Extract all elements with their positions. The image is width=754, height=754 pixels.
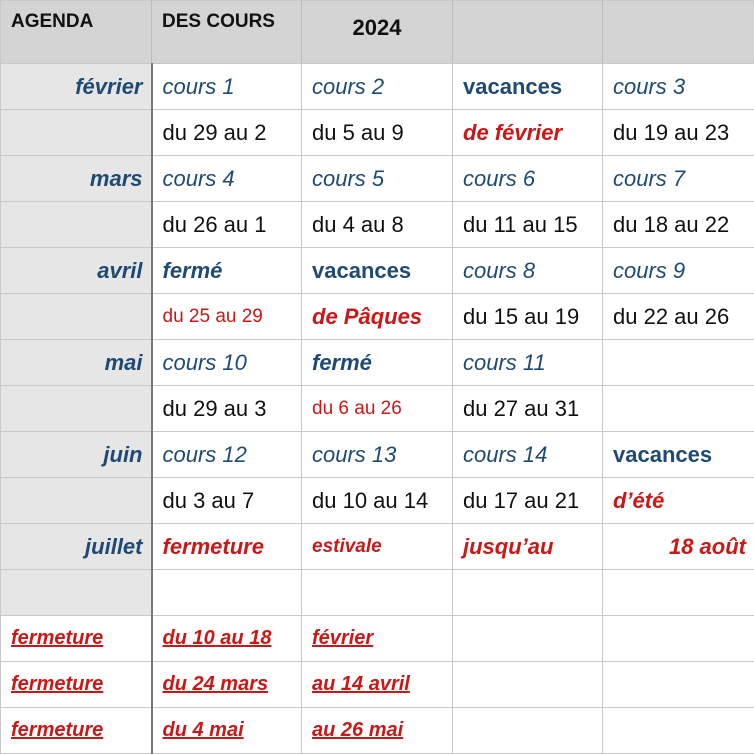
closure-label: fermeture bbox=[1, 708, 152, 754]
closure-from: du 4 mai bbox=[152, 708, 302, 754]
table-cell bbox=[603, 386, 754, 432]
closure-from: du 10 au 18 bbox=[152, 616, 302, 662]
table-cell bbox=[603, 570, 754, 616]
table-cell: du 6 au 26 bbox=[302, 386, 453, 432]
month-label: juillet bbox=[1, 524, 152, 570]
table-cell: 18 août bbox=[603, 524, 754, 570]
table-cell: du 4 au 8 bbox=[302, 202, 453, 248]
month-label bbox=[1, 202, 152, 248]
table-cell: du 29 au 2 bbox=[152, 110, 302, 156]
table-cell: cours 6 bbox=[453, 156, 603, 202]
month-label: mai bbox=[1, 340, 152, 386]
closure-to: au 14 avril bbox=[302, 662, 453, 708]
month-label: février bbox=[1, 64, 152, 110]
table-cell: du 18 au 22 bbox=[603, 202, 754, 248]
table-cell bbox=[453, 662, 603, 708]
table-cell: vacances bbox=[302, 248, 453, 294]
header-row bbox=[1, 1, 754, 64]
month-label bbox=[1, 110, 152, 156]
table-cell: cours 12 bbox=[152, 432, 302, 478]
table-cell: du 10 au 14 bbox=[302, 478, 453, 524]
closure-to: février bbox=[302, 616, 453, 662]
table-cell bbox=[603, 616, 754, 662]
closure-label: fermeture bbox=[1, 662, 152, 708]
table-cell: cours 1 bbox=[152, 64, 302, 110]
table-row bbox=[1, 294, 754, 340]
table-cell: du 5 au 9 bbox=[302, 110, 453, 156]
closure-label: fermeture bbox=[1, 616, 152, 662]
table-cell bbox=[603, 662, 754, 708]
table-cell: cours 13 bbox=[302, 432, 453, 478]
table-cell: du 19 au 23 bbox=[603, 110, 754, 156]
table-cell: du 29 au 3 bbox=[152, 386, 302, 432]
table-cell bbox=[302, 570, 453, 616]
table-cell: fermé bbox=[152, 248, 302, 294]
table-cell: cours 5 bbox=[302, 156, 453, 202]
month-label bbox=[1, 386, 152, 432]
table-cell: de Pâques bbox=[302, 294, 453, 340]
table-row bbox=[1, 64, 754, 110]
table-cell: cours 3 bbox=[603, 64, 754, 110]
header-cell-year: 2024 bbox=[302, 1, 453, 64]
table-cell: cours 11 bbox=[453, 340, 603, 386]
table-cell: de février bbox=[453, 110, 603, 156]
header-cell-des-cours: DES COURS bbox=[152, 1, 302, 64]
table-cell bbox=[453, 616, 603, 662]
month-label bbox=[1, 570, 152, 616]
table-row bbox=[1, 386, 754, 432]
table-cell: du 22 au 26 bbox=[603, 294, 754, 340]
table-cell bbox=[603, 708, 754, 754]
table-row bbox=[1, 432, 754, 478]
table-cell: du 11 au 15 bbox=[453, 202, 603, 248]
table-cell bbox=[453, 708, 603, 754]
closure-row bbox=[1, 708, 754, 754]
table-cell: jusqu’au bbox=[453, 524, 603, 570]
table-cell: du 17 au 21 bbox=[453, 478, 603, 524]
table-cell: du 25 au 29 bbox=[152, 294, 302, 340]
table-cell: cours 10 bbox=[152, 340, 302, 386]
table-row bbox=[1, 340, 754, 386]
table-cell: cours 7 bbox=[603, 156, 754, 202]
closure-to: au 26 mai bbox=[302, 708, 453, 754]
table-cell: cours 8 bbox=[453, 248, 603, 294]
header-cell-agenda: AGENDA bbox=[1, 1, 152, 64]
month-label: avril bbox=[1, 248, 152, 294]
table-cell: du 27 au 31 bbox=[453, 386, 603, 432]
table-cell: cours 4 bbox=[152, 156, 302, 202]
table-row bbox=[1, 248, 754, 294]
table-cell: cours 2 bbox=[302, 64, 453, 110]
table-cell: cours 14 bbox=[453, 432, 603, 478]
table-row bbox=[1, 478, 754, 524]
table-cell: fermeture bbox=[152, 524, 302, 570]
table-cell: vacances bbox=[603, 432, 754, 478]
closure-row bbox=[1, 616, 754, 662]
closure-from: du 24 mars bbox=[152, 662, 302, 708]
table-cell bbox=[152, 570, 302, 616]
header-cell-empty bbox=[453, 1, 603, 64]
table-cell: d’été bbox=[603, 478, 754, 524]
table-cell: du 26 au 1 bbox=[152, 202, 302, 248]
month-label bbox=[1, 478, 152, 524]
closure-row bbox=[1, 662, 754, 708]
table-cell: fermé bbox=[302, 340, 453, 386]
month-label bbox=[1, 294, 152, 340]
month-label: juin bbox=[1, 432, 152, 478]
header-cell-empty bbox=[603, 1, 754, 64]
table-row bbox=[1, 524, 754, 570]
month-label: mars bbox=[1, 156, 152, 202]
table-cell: cours 9 bbox=[603, 248, 754, 294]
table-cell: du 3 au 7 bbox=[152, 478, 302, 524]
table-row bbox=[1, 570, 754, 616]
table-row bbox=[1, 156, 754, 202]
table-cell: estivale bbox=[302, 524, 453, 570]
table-row bbox=[1, 110, 754, 156]
table-cell bbox=[453, 570, 603, 616]
table-cell: vacances bbox=[453, 64, 603, 110]
table-cell bbox=[603, 340, 754, 386]
table-cell: du 15 au 19 bbox=[453, 294, 603, 340]
table-row bbox=[1, 202, 754, 248]
